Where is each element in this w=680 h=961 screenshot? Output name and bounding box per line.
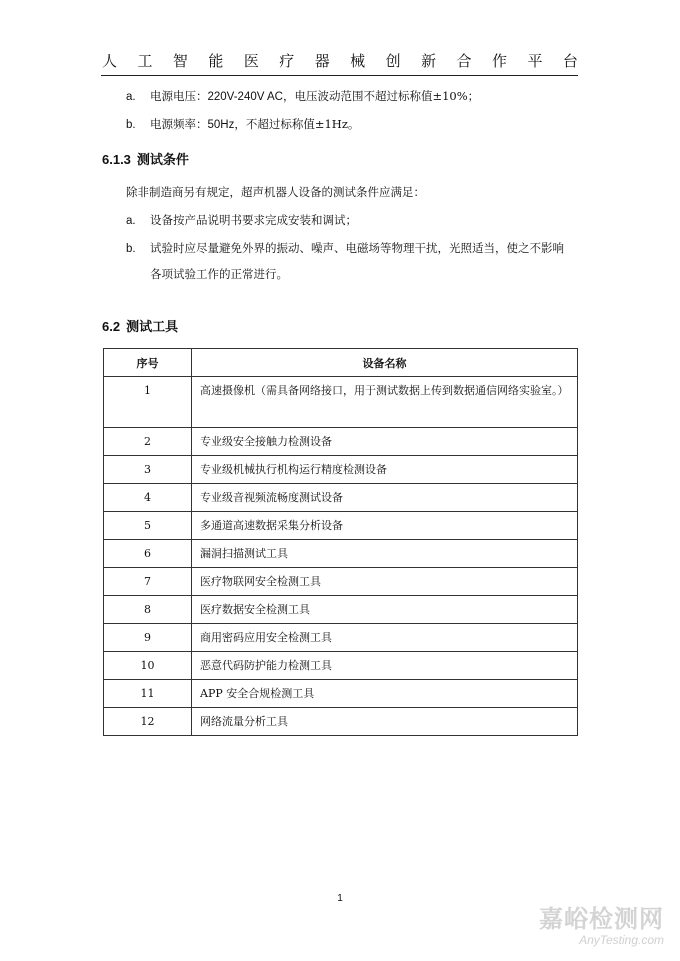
section-number: 6.1.3 bbox=[102, 152, 131, 167]
table-row bbox=[104, 568, 578, 596]
table-header-row bbox=[104, 349, 578, 377]
row-device-name: 医疗数据安全检测工具 bbox=[192, 596, 578, 624]
table-row bbox=[104, 708, 578, 736]
header-char: 台 bbox=[562, 51, 578, 70]
header-char: 能 bbox=[208, 51, 224, 70]
watermark bbox=[539, 905, 664, 947]
header-char: 创 bbox=[385, 51, 401, 70]
row-device-name: 商用密码应用安全检测工具 bbox=[192, 624, 578, 652]
section-heading-6-1-3 bbox=[102, 151, 189, 169]
row-index: 12 bbox=[104, 708, 192, 736]
list-text-prefix: 电源电压： bbox=[150, 89, 208, 103]
document-header-title bbox=[102, 50, 578, 70]
header-device-name: 设备名称 bbox=[192, 349, 578, 377]
section-title: 测试工具 bbox=[126, 319, 179, 334]
table-row bbox=[104, 624, 578, 652]
row-device-name: 漏洞扫描测试工具 bbox=[192, 540, 578, 568]
power-voltage-item bbox=[126, 88, 479, 105]
condition-item-b bbox=[126, 240, 564, 257]
list-text-suffix: ，不超过标称值±1Hz。 bbox=[234, 117, 360, 131]
row-device-name: 高速摄像机（需具备网络接口，用于测试数据上传到数据通信网络实验室。） bbox=[192, 377, 578, 428]
section-number: 6.2 bbox=[102, 319, 121, 334]
test-tools-table bbox=[103, 348, 578, 736]
row-index: 8 bbox=[104, 596, 192, 624]
section-intro-paragraph: 除非制造商另有规定，超声机器人设备的测试条件应满足： bbox=[126, 185, 425, 199]
page-number: 1 bbox=[337, 893, 343, 904]
watermark-cn: 嘉峪检测网 bbox=[539, 905, 664, 933]
row-index: 4 bbox=[104, 484, 192, 512]
row-index: 7 bbox=[104, 568, 192, 596]
list-marker: a. bbox=[126, 215, 136, 227]
table-row bbox=[104, 512, 578, 540]
list-marker: a. bbox=[126, 91, 136, 103]
row-index: 1 bbox=[104, 377, 192, 428]
row-device-name: 专业级音视频流畅度测试设备 bbox=[192, 484, 578, 512]
section-heading-6-2 bbox=[102, 318, 178, 336]
table-row bbox=[104, 456, 578, 484]
table-row bbox=[104, 680, 578, 708]
list-marker: b. bbox=[126, 243, 136, 255]
row-device-name: 多通道高速数据采集分析设备 bbox=[192, 512, 578, 540]
list-text-prefix: 电源频率： bbox=[150, 117, 208, 131]
row-device-name: 医疗物联网安全检测工具 bbox=[192, 568, 578, 596]
header-char: 合 bbox=[456, 51, 472, 70]
table-row bbox=[104, 540, 578, 568]
row-index: 6 bbox=[104, 540, 192, 568]
table-row bbox=[104, 377, 578, 428]
list-marker: b. bbox=[126, 119, 136, 131]
table-row bbox=[104, 596, 578, 624]
condition-item-a bbox=[126, 212, 357, 229]
header-divider bbox=[101, 75, 578, 76]
header-char: 智 bbox=[172, 51, 188, 70]
row-index: 11 bbox=[104, 680, 192, 708]
header-index: 序号 bbox=[104, 349, 192, 377]
list-text: 设备按产品说明书要求完成安装和调试； bbox=[150, 213, 357, 227]
row-device-name: 恶意代码防护能力检测工具 bbox=[192, 652, 578, 680]
watermark-en: AnyTesting.com bbox=[579, 933, 664, 947]
header-char: 械 bbox=[350, 51, 366, 70]
condition-item-b-continuation: 各项试验工作的正常进行。 bbox=[150, 267, 288, 281]
row-index: 9 bbox=[104, 624, 192, 652]
table-row bbox=[104, 652, 578, 680]
header-char: 平 bbox=[527, 51, 543, 70]
row-index: 5 bbox=[104, 512, 192, 540]
list-text-value: 50Hz bbox=[207, 119, 235, 131]
row-index: 3 bbox=[104, 456, 192, 484]
list-text-suffix: ，电压波动范围不超过标称值±10%； bbox=[282, 89, 480, 103]
row-device-name: 专业级机械执行机构运行精度检测设备 bbox=[192, 456, 578, 484]
header-char: 器 bbox=[314, 51, 330, 70]
row-index: 10 bbox=[104, 652, 192, 680]
power-frequency-item bbox=[126, 116, 359, 133]
row-device-name: 专业级安全接触力检测设备 bbox=[192, 428, 578, 456]
header-char: 疗 bbox=[279, 51, 295, 70]
header-char: 工 bbox=[137, 51, 153, 70]
header-char: 医 bbox=[243, 51, 259, 70]
table-row bbox=[104, 484, 578, 512]
row-device-name: APP 安全合规检测工具 bbox=[192, 680, 578, 708]
list-text-value: 220V-240V AC bbox=[207, 91, 283, 103]
header-char: 作 bbox=[491, 51, 507, 70]
header-char: 新 bbox=[421, 51, 437, 70]
list-text: 试验时应尽量避免外界的振动、噪声、电磁场等物理干扰，光照适当，使之不影响 bbox=[150, 241, 564, 255]
header-char: 人 bbox=[102, 51, 118, 70]
table-row bbox=[104, 428, 578, 456]
row-index: 2 bbox=[104, 428, 192, 456]
row-device-name: 网络流量分析工具 bbox=[192, 708, 578, 736]
section-title: 测试条件 bbox=[136, 152, 189, 167]
